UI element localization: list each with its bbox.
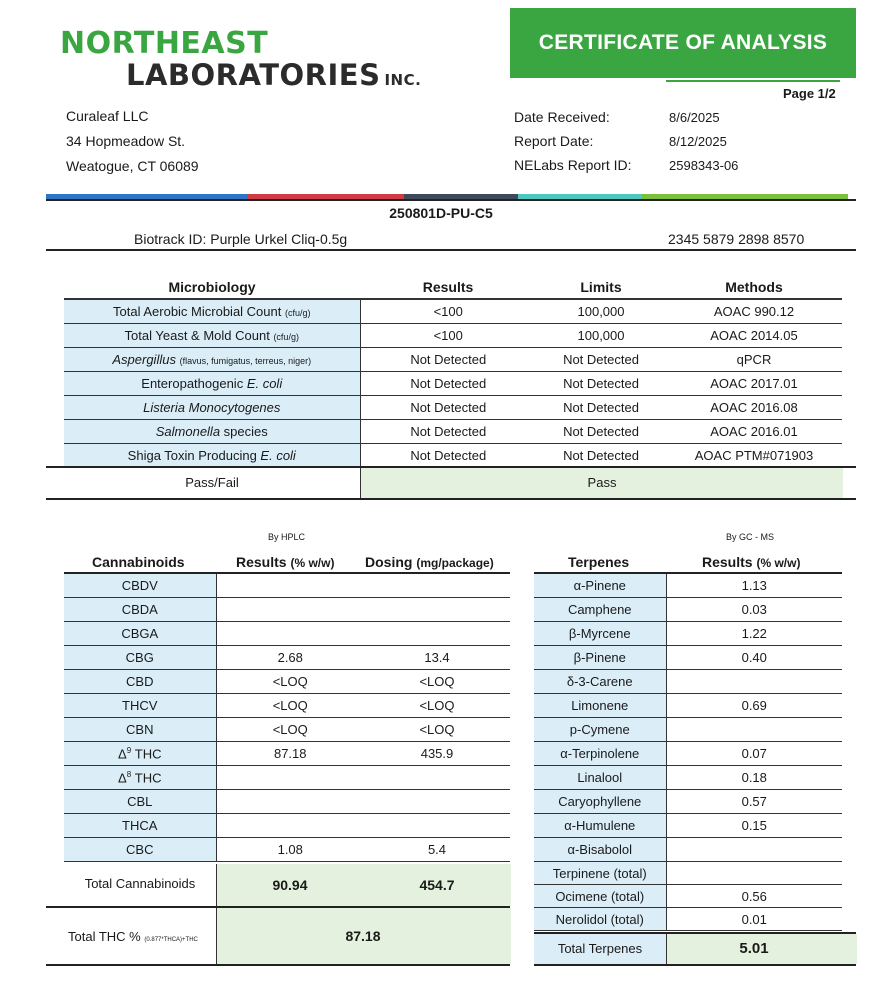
cannabinoid-name-text: CBL (127, 794, 153, 809)
micro-test-name (64, 348, 360, 372)
test-name: Enteropathogenic (141, 376, 247, 391)
cannabinoid-name (64, 670, 216, 694)
cannabinoid-dose (364, 790, 510, 814)
cannabinoid-result (216, 574, 364, 598)
table-row (64, 718, 510, 742)
terpene-result: 0.18 (666, 766, 842, 790)
report-id-value: 2598343-06 (669, 158, 739, 173)
logo-line2 (126, 58, 421, 92)
terpene-name: α-Terpinolene (534, 742, 666, 766)
table-row (64, 766, 510, 790)
table-row (64, 324, 842, 348)
terpenes-table (534, 574, 842, 931)
test-name-italic: E. coli (246, 376, 283, 391)
divider (46, 249, 856, 251)
terpene-name: Limonene (534, 694, 666, 718)
report-id-label: NELabs Report ID: (514, 157, 632, 173)
table-row (534, 574, 842, 598)
divider (534, 964, 856, 966)
micro-limit: 100,000 (536, 299, 666, 324)
terpene-name: p-Cymene (534, 718, 666, 742)
terpene-result: 0.07 (666, 742, 842, 766)
cannabinoid-name (64, 622, 216, 646)
table-row (534, 790, 842, 814)
cannabinoid-name-text: THCV (122, 698, 158, 713)
cannabinoid-name-text: CBGA (121, 626, 159, 641)
micro-limit: Not Detected (536, 444, 666, 468)
sample-code: 250801D-PU-C5 (389, 205, 493, 221)
terpene-result: 0.40 (666, 646, 842, 670)
test-species: (flavus, fumigatus, terreus, niger) (179, 356, 312, 366)
terpene-results-header (702, 554, 800, 570)
micro-method: AOAC 2017.01 (666, 372, 842, 396)
micro-test-name (64, 372, 360, 396)
terpene-result (666, 862, 842, 885)
table-row (534, 622, 842, 646)
terpene-name: Nerolidol (total) (534, 908, 666, 931)
client-city: Weatogue, CT 06089 (66, 158, 199, 174)
terpene-name: Camphene (534, 598, 666, 622)
table-row (64, 742, 510, 766)
table-row (64, 670, 510, 694)
cannabinoid-name (64, 694, 216, 718)
cannabinoid-result (216, 766, 364, 790)
date-received-label: Date Received: (514, 109, 610, 125)
terpene-name: Linalool (534, 766, 666, 790)
table-row (534, 646, 842, 670)
cannabinoid-dose (364, 598, 510, 622)
column-header: Limits (536, 275, 666, 299)
terpene-result (666, 838, 842, 862)
terpene-result: 0.15 (666, 814, 842, 838)
test-name: Shiga Toxin Producing (127, 448, 261, 463)
terpene-result: 0.56 (666, 885, 842, 908)
micro-result: Not Detected (360, 396, 536, 420)
micro-result: Not Detected (360, 348, 536, 372)
test-name: Total Yeast & Mold Count (124, 328, 270, 343)
logo-laboratories: LABORATORIES (126, 58, 381, 92)
micro-result: <100 (360, 299, 536, 324)
terpene-name: β-Pinene (534, 646, 666, 670)
logo-line1: NORTHEAST (60, 26, 269, 61)
cannabinoid-result (216, 814, 364, 838)
cannabinoid-method: By HPLC (268, 532, 306, 542)
cannabinoid-superscript: 8 (126, 769, 132, 779)
cannabinoid-result: <LOQ (216, 670, 364, 694)
divider (46, 199, 856, 201)
table-row (534, 862, 842, 885)
total-terpenes-value: 5.01 (739, 940, 769, 957)
table-row (534, 598, 842, 622)
cannabinoid-name-text: CBC (126, 842, 154, 857)
date-received-value: 8/6/2025 (669, 110, 720, 125)
terpene-name: Ocimene (total) (534, 885, 666, 908)
terpene-result: 0.57 (666, 790, 842, 814)
terpene-name: α-Pinene (534, 574, 666, 598)
table-row (64, 838, 510, 862)
cannabinoid-name-suffix: THC (131, 746, 162, 762)
table-row (64, 598, 510, 622)
cannabinoid-result (216, 790, 364, 814)
total-cannabinoids-label: Total Cannabinoids (84, 876, 196, 891)
cannabinoid-name-text: Δ (118, 746, 127, 762)
total-cannabinoids-dose: 454.7 (419, 877, 455, 893)
terpene-result: 0.69 (666, 694, 842, 718)
total-cannabinoids-result: 90.94 (272, 877, 308, 893)
cannabinoid-result: 2.68 (216, 646, 364, 670)
table-row (64, 299, 842, 324)
table-row (534, 766, 842, 790)
terpenes-header: Terpenes (568, 554, 630, 570)
client-name: Curaleaf LLC (66, 108, 149, 124)
terpene-result: 1.13 (666, 574, 842, 598)
terpene-result (666, 670, 842, 694)
terpene-result: 0.03 (666, 598, 842, 622)
cannabinoid-name (64, 814, 216, 838)
micro-limit: Not Detected (536, 420, 666, 444)
micro-result: <100 (360, 324, 536, 348)
micro-limit: Not Detected (536, 396, 666, 420)
cannabinoid-name (64, 718, 216, 742)
cannabinoid-result: <LOQ (216, 718, 364, 742)
cannabinoid-name-suffix: THC (131, 770, 162, 786)
cannabinoid-name-text: THCA (122, 818, 158, 833)
cannabinoid-name (64, 766, 216, 790)
table-row (64, 444, 842, 468)
table-row (534, 718, 842, 742)
micro-method: AOAC 2014.05 (666, 324, 842, 348)
dosing-header (365, 554, 494, 570)
column-header: Methods (666, 275, 842, 299)
cannabinoid-result (216, 622, 364, 646)
cannabinoid-dose: 435.9 (364, 742, 510, 766)
cannabinoid-result (216, 598, 364, 622)
divider (46, 498, 856, 500)
table-row (64, 622, 510, 646)
micro-test-name (64, 324, 360, 348)
cannabinoid-name (64, 598, 216, 622)
cannabinoid-result: 87.18 (216, 742, 364, 766)
barcode-number: 2345 5879 2898 8570 (668, 231, 805, 247)
table-row (64, 790, 510, 814)
micro-test-name (64, 396, 360, 420)
cannabinoid-name-text: CBD (126, 674, 154, 689)
test-unit: (cfu/g) (273, 332, 299, 342)
cannabinoid-name (64, 838, 216, 862)
terpene-result: 0.01 (666, 908, 842, 931)
results-header-text: Results (236, 554, 287, 570)
test-name: Total Aerobic Microbial Count (113, 304, 282, 319)
micro-limit: 100,000 (536, 324, 666, 348)
total-thc-label (68, 929, 198, 944)
test-name-italic: Listeria Monocytogenes (143, 400, 281, 415)
pass-fail-value: Pass (360, 468, 843, 498)
table-row (64, 574, 510, 598)
cannabinoid-name (64, 742, 216, 766)
table-row (64, 348, 842, 372)
micro-result: Not Detected (360, 372, 536, 396)
cannabinoid-dose (364, 814, 510, 838)
table-row (534, 838, 842, 862)
micro-method: qPCR (666, 348, 842, 372)
total-thc-label-text: Total THC % (68, 929, 141, 944)
cannabinoid-dose: 5.4 (364, 838, 510, 862)
table-row (534, 908, 842, 931)
title-underline (666, 80, 840, 82)
terpene-results-header-text: Results (702, 554, 753, 570)
report-date-label: Report Date: (514, 133, 594, 149)
cannabinoid-name-text: Δ (118, 770, 127, 786)
micro-result: Not Detected (360, 444, 536, 468)
cannabinoid-dose: 13.4 (364, 646, 510, 670)
client-street: 34 Hopmeadow St. (66, 133, 186, 149)
cannabinoid-name (64, 790, 216, 814)
cannabinoid-superscript: 9 (126, 745, 132, 755)
certificate-title: CERTIFICATE OF ANALYSIS (510, 8, 856, 78)
terpene-name: δ-3-Carene (534, 670, 666, 694)
table-row (534, 742, 842, 766)
column-header: Results (360, 275, 536, 299)
micro-result: Not Detected (360, 420, 536, 444)
table-row (64, 396, 842, 420)
table-row (534, 885, 842, 908)
table-row (64, 814, 510, 838)
terpene-result (666, 718, 842, 742)
cannabinoid-dose: <LOQ (364, 718, 510, 742)
test-name-italic: E. coli (260, 448, 296, 463)
cannabinoid-dose (364, 622, 510, 646)
table-row (534, 670, 842, 694)
micro-method: AOAC 2016.01 (666, 420, 842, 444)
table-row (534, 814, 842, 838)
test-unit: (cfu/g) (284, 308, 311, 318)
cannabinoid-result: <LOQ (216, 694, 364, 718)
table-row (64, 646, 510, 670)
cannabinoids-table (64, 574, 510, 862)
dosing-header-text: Dosing (365, 554, 413, 570)
results-unit: (% w/w) (290, 556, 335, 570)
test-name: Aspergillus (112, 352, 176, 367)
page-number: Page 1/2 (783, 86, 836, 101)
pass-fail-label: Pass/Fail (185, 475, 239, 490)
terpene-name: α-Bisabolol (534, 838, 666, 862)
micro-method: AOAC 2016.08 (666, 396, 842, 420)
cannabinoid-name (64, 646, 216, 670)
table-row (64, 372, 842, 396)
report-date-value: 8/12/2025 (669, 134, 727, 149)
terpene-results-unit: (% w/w) (756, 556, 801, 570)
terpene-method: By GC - MS (726, 532, 775, 542)
total-thc-value: 87.18 (345, 928, 381, 944)
micro-test-name (64, 299, 360, 324)
logo-inc: INC. (384, 71, 422, 89)
total-terpenes-label: Total Terpenes (557, 941, 643, 956)
test-name-italic: Salmonella (155, 424, 221, 439)
micro-method: AOAC PTM#071903 (666, 444, 842, 468)
microbiology-table (64, 275, 842, 468)
results-header (236, 554, 334, 570)
cannabinoid-dose (364, 574, 510, 598)
cannabinoid-name-text: CBDV (121, 578, 158, 593)
dosing-unit: (mg/package) (416, 556, 494, 570)
terpene-name: Caryophyllene (534, 790, 666, 814)
total-thc-formula: (0.877*THCA)+THC (144, 937, 198, 943)
cannabinoid-dose: <LOQ (364, 694, 510, 718)
terpene-name: Terpinene (total) (534, 862, 666, 885)
terpene-name: α-Humulene (534, 814, 666, 838)
micro-test-name (64, 420, 360, 444)
table-row (64, 694, 510, 718)
micro-method: AOAC 990.12 (666, 299, 842, 324)
table-row (534, 694, 842, 718)
cannabinoid-name-text: CBG (125, 650, 154, 665)
table-row (64, 420, 842, 444)
cannabinoid-name-text: CBN (126, 722, 154, 737)
biotrack-id: Biotrack ID: Purple Urkel Cliq-0.5g (134, 231, 348, 247)
cannabinoid-name-text: CBDA (121, 602, 158, 617)
test-name: species (220, 424, 268, 439)
cannabinoid-result: 1.08 (216, 838, 364, 862)
divider (46, 964, 510, 966)
cannabinoid-dose: <LOQ (364, 670, 510, 694)
micro-test-name (64, 444, 360, 468)
terpene-name: β-Myrcene (534, 622, 666, 646)
micro-limit: Not Detected (536, 372, 666, 396)
cannabinoid-dose (364, 766, 510, 790)
column-header: Microbiology (64, 275, 360, 299)
micro-limit: Not Detected (536, 348, 666, 372)
terpene-result: 1.22 (666, 622, 842, 646)
cannabinoids-header: Cannabinoids (92, 554, 185, 570)
cannabinoid-name (64, 574, 216, 598)
